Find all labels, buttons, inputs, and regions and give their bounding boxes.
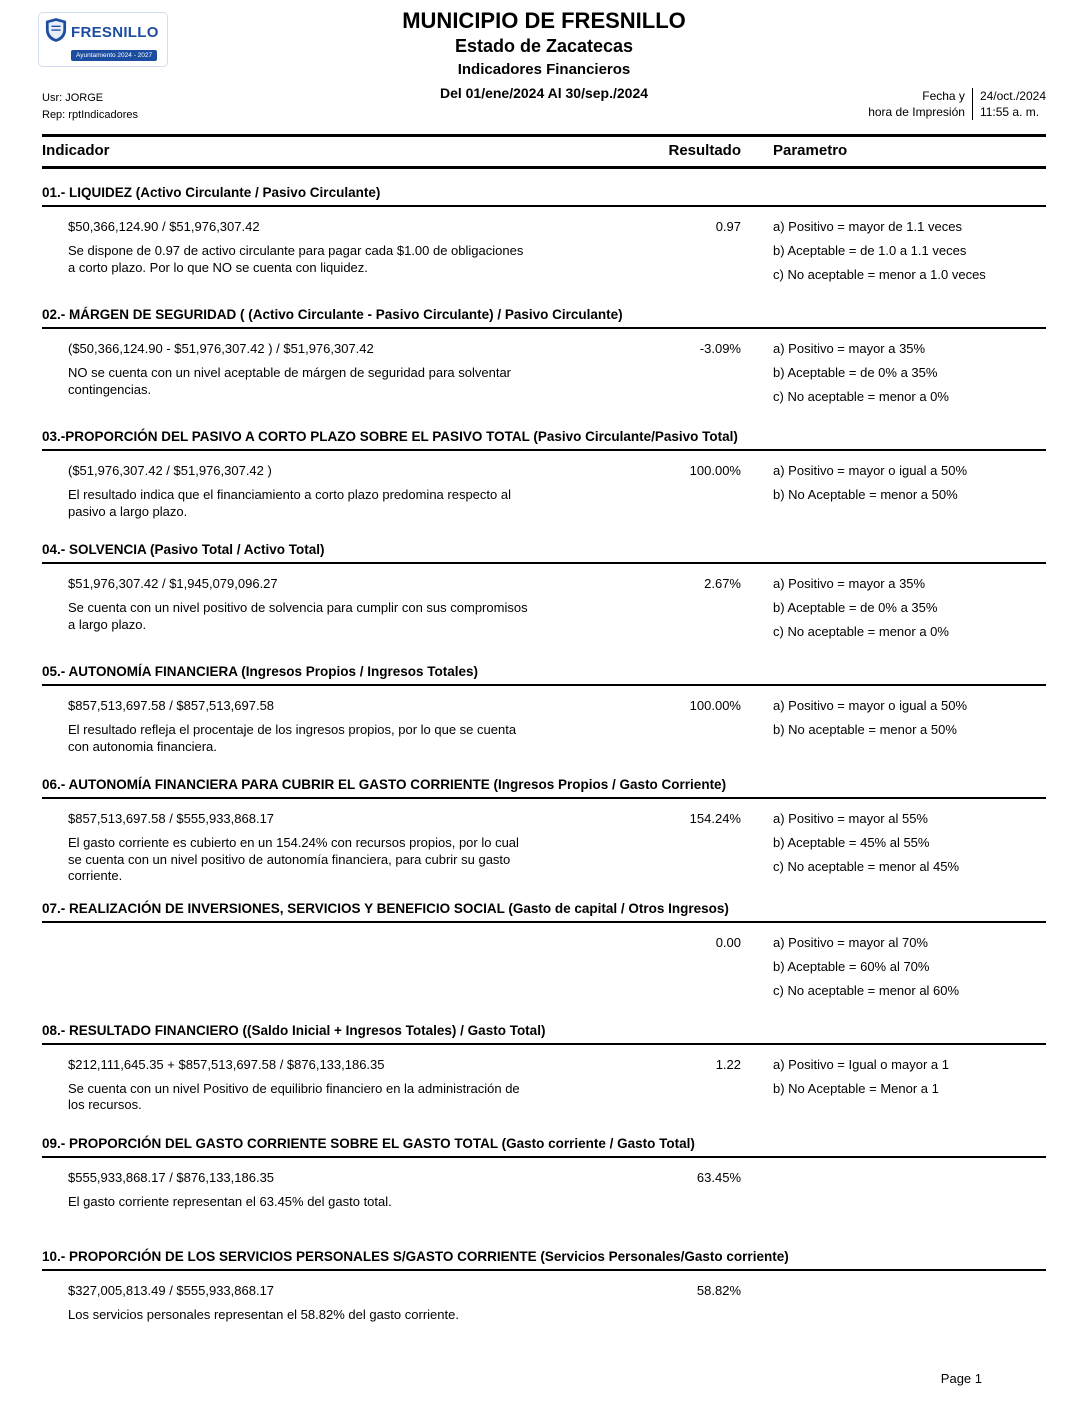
parameter-line: c) No aceptable = menor al 60% <box>773 982 960 998</box>
indicator-parameters <box>773 698 1046 755</box>
indicator-result: 0.97 <box>715 219 741 234</box>
indicator-left-column <box>42 935 642 1007</box>
indicator-section <box>42 169 1046 291</box>
logo-subtitle: Ayuntamiento 2024 - 2027 <box>71 50 157 61</box>
parameter-line: a) Positivo = mayor al 55% <box>773 811 928 826</box>
indicator-parameters <box>773 341 1046 413</box>
parameter-line: c) No aceptable = menor a 0% <box>773 389 949 404</box>
indicator-parameters <box>773 1283 1046 1324</box>
indicator-description: NO se cuenta con un nivel aceptable de márgen de seguridad para solventar contingencias. <box>68 365 512 397</box>
indicator-parameters <box>773 1057 1046 1114</box>
indicator-title: 01.- LIQUIDEZ (Activo Circulante / Pasivo Circulante) <box>42 185 381 200</box>
indicator-title: 07.- REALIZACIÓN DE INVERSIONES, SERVICIOS Y BENEFICIO SOCIAL (Gasto de capital / Otros Ingresos) <box>42 900 729 916</box>
indicator-result: 2.67% <box>704 576 741 591</box>
indicator-result: 100.00% <box>689 698 741 713</box>
indicator-formula: $555,933,868.17 / $876,133,186.35 <box>68 1169 275 1185</box>
indicator-title: 10.- PROPORCIÓN DE LOS SERVICIOS PERSONALES S/GASTO CORRIENTE (Servicios Personales/Gasto corriente) <box>42 1248 789 1264</box>
indicator-parameters <box>773 935 1046 1007</box>
indicator-body <box>42 451 1046 520</box>
indicator-body <box>42 799 1046 885</box>
indicator-body <box>42 1158 1046 1211</box>
parameter-line: b) No aceptable = menor a 50% <box>773 722 957 737</box>
report-period: Del 01/ene/2024 Al 30/sep./2024 <box>439 85 649 101</box>
indicator-description: El gasto corriente representan el 63.45% del gasto total. <box>68 1193 392 1209</box>
parameter-line: b) Aceptable = de 1.0 a 1.1 veces <box>773 243 967 258</box>
page-number: Page 1 <box>940 1371 982 1386</box>
indicator-description: Se cuenta con un nivel positivo de solvencia para cumplir con sus compromisos a largo plazo. <box>68 600 528 632</box>
parameter-line: c) No aceptable = menor al 45% <box>773 859 960 874</box>
indicator-result: 58.82% <box>696 1282 741 1298</box>
parameter-line: b) Aceptable = 60% al 70% <box>773 958 930 974</box>
indicator-formula: ($51,976,307.42 / $51,976,307.42 ) <box>68 463 272 478</box>
indicator-formula: $50,366,124.90 / $51,976,307.42 <box>68 219 260 234</box>
indicator-description: Se dispone de 0.97 de activo circulante para pagar cada $1.00 de obligaciones a corto plazo. Por lo que NO se cuenta con liquidez. <box>68 243 524 275</box>
indicator-parameters <box>773 463 1046 520</box>
indicator-description: Se cuenta con un nivel Positivo de equilibrio financiero en la administración de los recursos. <box>68 1080 520 1112</box>
parameter-line: b) Aceptable = 45% al 55% <box>773 835 930 850</box>
indicator-section <box>42 885 1046 1007</box>
indicator-formula: ($50,366,124.90 - $51,976,307.42 ) / $51,976,307.42 <box>68 341 374 356</box>
print-time: 11:55 a. m. <box>979 105 1040 119</box>
parameter-line: a) Positivo = mayor o igual a 50% <box>773 698 968 713</box>
indicator-result: 100.00% <box>689 463 741 478</box>
print-label-line2: hora de Impresión <box>868 105 965 119</box>
indicator-body <box>42 686 1046 755</box>
indicator-result: -3.09% <box>699 341 741 356</box>
indicator-title: 04.- SOLVENCIA (Pasivo Total / Activo Total) <box>42 542 325 557</box>
report-name: Indicadores Financieros <box>457 61 631 78</box>
print-info-labels <box>868 88 972 120</box>
indicator-left-column <box>42 463 642 520</box>
indicator-formula: $327,005,813.49 / $555,933,868.17 <box>68 1282 275 1298</box>
indicator-description: Los servicios personales representan el 58.82% del gasto corriente. <box>68 1306 459 1322</box>
user-info-block <box>42 90 138 124</box>
column-header-parameter: Parametro <box>773 142 848 159</box>
parameter-line: a) Positivo = Igual o mayor a 1 <box>773 1056 949 1072</box>
parameter-line: c) No aceptable = menor a 1.0 veces <box>773 267 986 282</box>
indicator-body <box>42 1045 1046 1114</box>
parameter-line: a) Positivo = mayor al 70% <box>773 934 928 950</box>
indicator-left-column <box>42 811 642 885</box>
indicator-left-column <box>42 698 642 755</box>
indicator-parameters <box>773 219 1046 291</box>
print-label-line1: Fecha y <box>922 89 965 103</box>
indicator-left-column <box>42 576 642 648</box>
parameter-line: a) Positivo = mayor a 35% <box>773 341 926 356</box>
state-subtitle: Estado de Zacatecas <box>454 36 634 56</box>
indicator-title: 08.- RESULTADO FINANCIERO ((Saldo Inicial + Ingresos Totales) / Gasto Total) <box>42 1022 546 1038</box>
parameter-line: c) No aceptable = menor a 0% <box>773 624 949 639</box>
parameter-line: b) No Aceptable = Menor a 1 <box>773 1080 939 1096</box>
parameter-line: a) Positivo = mayor o igual a 50% <box>773 463 968 478</box>
indicator-parameters <box>773 576 1046 648</box>
column-header-indicator: Indicador <box>42 142 110 159</box>
indicator-parameters <box>773 811 1046 885</box>
report-header <box>42 0 1046 128</box>
print-info-block <box>868 88 1046 120</box>
print-date: 24/oct./2024 <box>979 89 1046 103</box>
indicator-result: 154.24% <box>689 811 741 826</box>
indicator-section <box>42 648 1046 761</box>
indicator-description: El resultado refleja el procentaje de los ingresos propios, por lo que se cuenta con autonomia financiera. <box>68 722 517 754</box>
indicator-body <box>42 1271 1046 1324</box>
indicator-description: El gasto corriente es cubierto en un 154.24% con recursos propios, por lo cual se cuenta con un nivel positivo de autonomía financiera, para cubrir su gasto corriente. <box>68 835 519 883</box>
parameter-line: b) Aceptable = de 0% a 35% <box>773 600 938 615</box>
logo-wordmark: FRESNILLO <box>71 24 159 41</box>
indicator-title: 09.- PROPORCIÓN DEL GASTO CORRIENTE SOBRE EL GASTO TOTAL (Gasto corriente / Gasto Total) <box>42 1135 695 1151</box>
indicator-title: 06.- AUTONOMÍA FINANCIERA PARA CUBRIR EL GASTO CORRIENTE (Ingresos Propios / Gasto Corriente) <box>42 777 727 792</box>
indicator-formula: $51,976,307.42 / $1,945,079,096.27 <box>68 576 278 591</box>
parameter-line: b) Aceptable = de 0% a 35% <box>773 365 938 380</box>
indicator-body <box>42 207 1046 291</box>
indicator-section <box>42 1233 1046 1346</box>
indicator-result: 0.00 <box>715 934 741 950</box>
user-label: Usr: JORGE <box>42 92 104 104</box>
indicator-result: 63.45% <box>696 1169 741 1185</box>
report-id-label: Rep: rptIndicadores <box>42 109 138 121</box>
indicator-left-column <box>42 1283 642 1324</box>
indicator-result: 1.22 <box>715 1056 741 1072</box>
indicator-section <box>42 291 1046 413</box>
indicator-title: 03.-PROPORCIÓN DEL PASIVO A CORTO PLAZO SOBRE EL PASIVO TOTAL (Pasivo Circulante/Pasivo Total) <box>42 429 738 444</box>
indicator-left-column <box>42 219 642 291</box>
parameter-line: a) Positivo = mayor de 1.1 veces <box>773 219 962 234</box>
indicator-parameters <box>773 1170 1046 1211</box>
column-header-result: Resultado <box>668 142 741 159</box>
indicator-body <box>42 923 1046 1007</box>
indicator-title: 02.- MÁRGEN DE SEGURIDAD ( (Activo Circulante - Pasivo Circulante) / Pasivo Circulante) <box>42 307 623 322</box>
indicator-body <box>42 329 1046 413</box>
parameter-line: b) No Aceptable = menor a 50% <box>773 487 958 502</box>
indicator-left-column <box>42 1170 642 1211</box>
indicator-section <box>42 413 1046 526</box>
indicator-formula: $212,111,645.35 + $857,513,697.58 / $876,133,186.35 <box>68 1056 385 1072</box>
indicator-section <box>42 526 1046 648</box>
table-column-header <box>42 134 1046 169</box>
indicator-section <box>42 1007 1046 1120</box>
indicator-description: El resultado indica que el financiamiento a corto plazo predomina respecto al pasivo a largo plazo. <box>68 487 511 519</box>
page-title: MUNICIPIO DE FRESNILLO <box>402 8 686 33</box>
indicators-list <box>42 169 1046 1346</box>
indicator-formula: $857,513,697.58 / $857,513,697.58 <box>68 698 275 713</box>
print-info-values <box>973 88 1046 120</box>
indicator-body <box>42 564 1046 648</box>
indicator-title: 05.- AUTONOMÍA FINANCIERA (Ingresos Propios / Ingresos Totales) <box>42 664 479 679</box>
indicator-section <box>42 1120 1046 1233</box>
indicator-section <box>42 761 1046 885</box>
parameter-line: a) Positivo = mayor a 35% <box>773 576 926 591</box>
indicator-left-column <box>42 341 642 413</box>
indicator-left-column <box>42 1057 642 1114</box>
indicator-formula: $857,513,697.58 / $555,933,868.17 <box>68 811 275 826</box>
